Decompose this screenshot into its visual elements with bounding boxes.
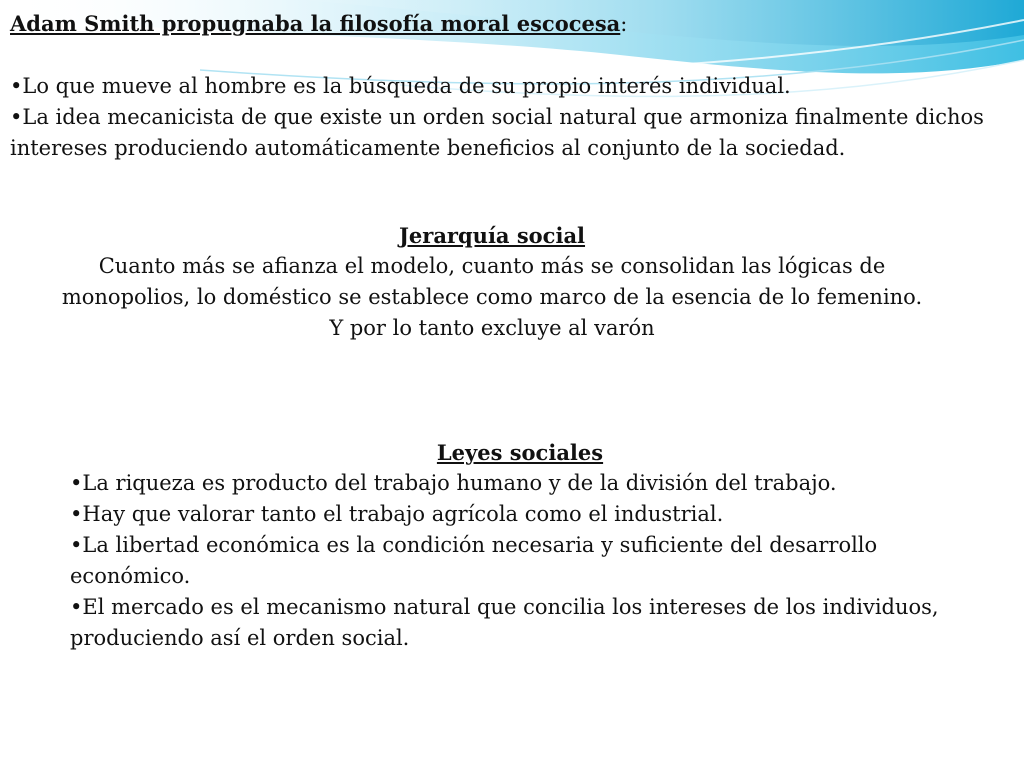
laws-bullet: •La riqueza es producto del trabajo humano y de la división del trabajo. — [70, 471, 837, 495]
laws-bullet: •Hay que valorar tanto el trabajo agrícola como el industrial. — [70, 502, 724, 526]
hierarchy-section — [60, 220, 924, 344]
intro-heading-line — [10, 8, 1010, 40]
intro-heading: Adam Smith propugnaba la filosofía moral escocesa — [10, 11, 621, 36]
intro-bullet: •Lo que mueve al hombre es la búsqueda de su propio interés individual. — [10, 74, 791, 98]
laws-bullet: •La libertad económica es la condición necesaria y suficiente del desarrollo económico. — [70, 533, 878, 588]
laws-section — [70, 437, 970, 654]
intro-section — [10, 8, 1010, 164]
laws-heading: Leyes sociales — [436, 440, 604, 465]
laws-bullet: •El mercado es el mecanismo natural que concilia los intereses de los individuos, produciendo así el orden social. — [70, 595, 939, 650]
intro-spacer — [10, 40, 1010, 71]
intro-heading-colon: : — [620, 12, 628, 36]
intro-bullet: •La idea mecanicista de que existe un orden social natural que armoniza finalmente dichos intereses produciendo automáticamente beneficios al conjunto de la sociedad. — [10, 105, 984, 160]
hierarchy-body: Cuanto más se afianza el modelo, cuanto más se consolidan las lógicas de monopolios, lo doméstico se establece como marco de la esencia de lo femenino. Y por lo tanto excluye al varón — [61, 254, 923, 340]
hierarchy-heading: Jerarquía social — [398, 223, 586, 248]
